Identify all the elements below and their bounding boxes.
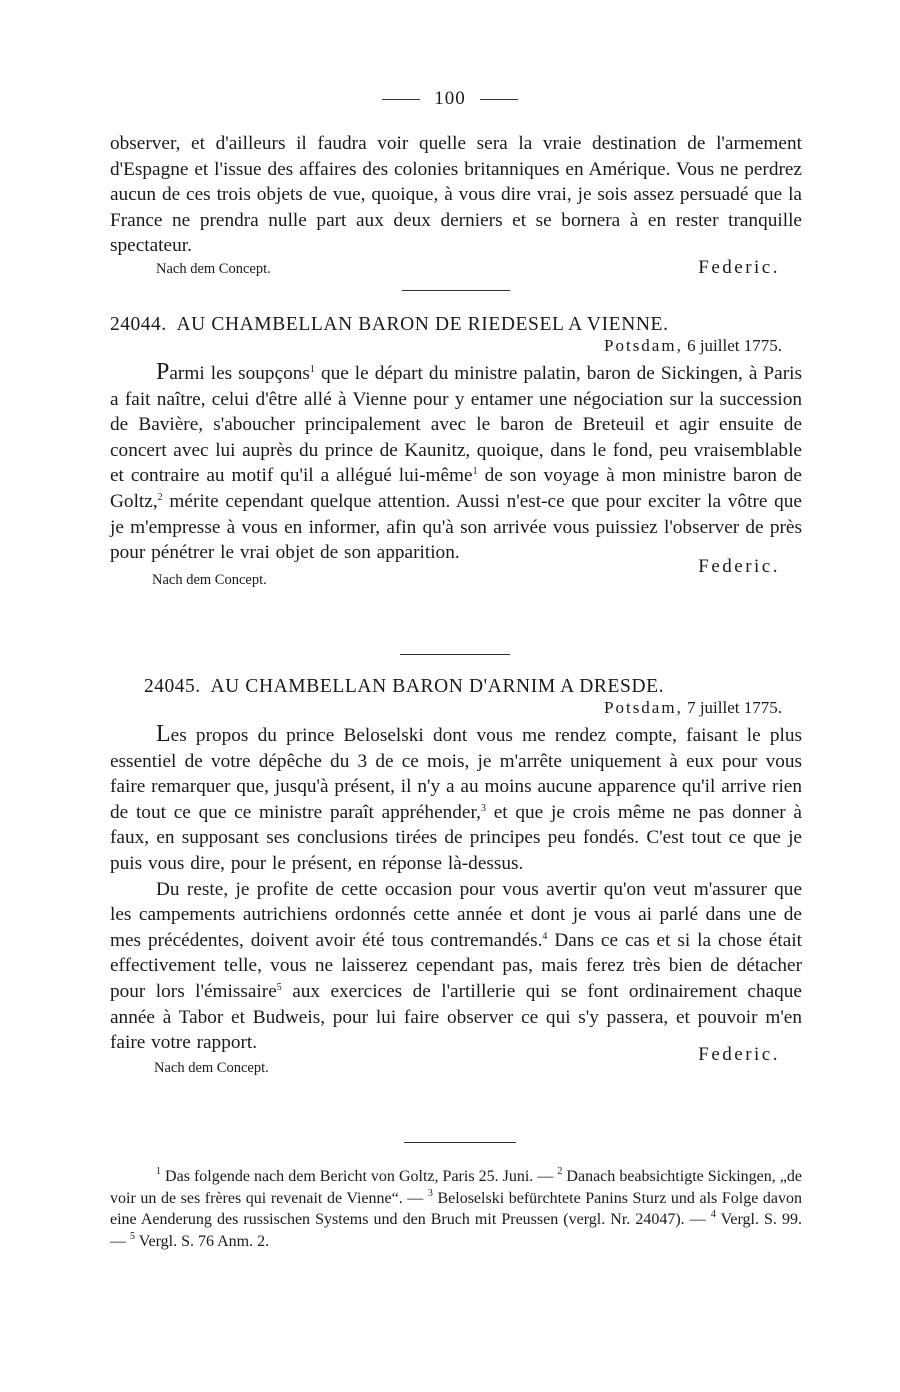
initial-letter: P bbox=[156, 359, 170, 385]
text-run: mérite cependant quelque attention. Aussi n'est-ce que pour exciter la vôtre que je m'empresse à vous en informer, afin qu'à son arrivée vous puissiez l'observer de près pour pénétrer le vrai objet de son apparition. bbox=[110, 490, 802, 564]
footnote-marker: 4 bbox=[710, 1209, 716, 1220]
letter-number: 24045. bbox=[144, 676, 201, 697]
text-run: aux exercices de l'artillerie qui se font ordinairement chaque année à Tabor et Budweis, pour lui faire observer ce qui s'y passera, et pouvoir m'en faire votre rapport. bbox=[110, 980, 802, 1054]
letter-date: 6 juillet 1775. bbox=[687, 336, 782, 355]
page-number: 100 bbox=[434, 88, 466, 109]
continuation-signature-row bbox=[110, 256, 802, 285]
footnote-marker: 2 bbox=[557, 1166, 563, 1177]
initial-letter: L bbox=[156, 721, 171, 747]
footnote-ref: 5 bbox=[276, 981, 282, 993]
source-note: Nach dem Concept. bbox=[154, 1059, 269, 1076]
letter-dateline bbox=[110, 698, 802, 718]
letter-place: Potsdam, bbox=[604, 336, 683, 355]
letter-dateline bbox=[110, 336, 802, 356]
text-run: es propos du prince Beloselski dont vous me rendez compte, faisant le plus essentiel de votre dépêche du 3 de ce mois, je m'arrête uniquement à eux pour vous faire remarquer que, jusqu'à présent, il n'y a au moins aucune apparence qu'il arrive rien de tout ce que ce ministre paraît appréhender, bbox=[110, 725, 802, 823]
text-run: armi les soupçons bbox=[169, 363, 310, 384]
letter-heading bbox=[110, 314, 802, 336]
footnote-text: Vergl. S. 99. — bbox=[110, 1211, 802, 1250]
footnote-text: Beloselski befürchtete Panins Sturz und als Folge davon eine Aenderung des russischen Systems und den Bruch mit Preussen (vergl. Nr. 24047). — bbox=[110, 1189, 803, 1228]
footnote-ref: 1 bbox=[472, 466, 478, 478]
letter-heading bbox=[110, 676, 802, 698]
letter-signature-row bbox=[110, 555, 802, 592]
footnotes bbox=[110, 1166, 802, 1252]
letter-signature-row bbox=[110, 1043, 802, 1082]
letter-place: Potsdam, bbox=[604, 698, 683, 717]
source-note: Nach dem Concept. bbox=[156, 260, 271, 277]
letter-paragraph bbox=[110, 360, 802, 566]
letter-24044 bbox=[110, 314, 802, 592]
separator-rule bbox=[400, 654, 510, 655]
letter-date: 7 juillet 1775. bbox=[687, 698, 782, 717]
text-run: de son voyage à mon ministre baron de Goltz, bbox=[110, 465, 802, 512]
signature: Federic. bbox=[698, 256, 780, 278]
letter-paragraph bbox=[110, 722, 802, 877]
letter-paragraph bbox=[110, 877, 802, 1056]
footnote-marker: 1 bbox=[156, 1166, 161, 1177]
signature: Federic. bbox=[698, 555, 780, 577]
letter-24045 bbox=[110, 676, 802, 1082]
text-run: que le départ du ministre palatin, baron de Sickingen, à Paris a fait naître, celui d'être allé à Vienne pour y entamer une négociation sur la succession de Bavière, s'aboucher principalement avec le baron de Breteuil et agir ensuite de concert avec lui auprès du prince de Kaunitz, quoique, dans le fond, peu vraisemblable et contraire au motif qu'il a allégué lui-même bbox=[110, 363, 802, 487]
footnote-marker: 3 bbox=[427, 1187, 433, 1199]
separator-rule bbox=[402, 290, 510, 291]
footnote-marker: 5 bbox=[130, 1230, 135, 1242]
footnote-ref: 1 bbox=[309, 364, 315, 375]
header-dash-left bbox=[382, 99, 420, 100]
footnote-ref: 2 bbox=[157, 491, 163, 503]
footnote-text: Vergl. S. 76 Anm. 2. bbox=[135, 1232, 270, 1250]
source-note: Nach dem Concept. bbox=[152, 571, 267, 588]
letter-title: AU CHAMBELLAN BARON D'ARNIM A DRESDE. bbox=[210, 676, 665, 697]
letter-number: 24044. bbox=[110, 314, 167, 335]
footnote-ref: 3 bbox=[480, 802, 486, 814]
footnote-ref: 4 bbox=[542, 930, 548, 942]
continuation-block bbox=[110, 131, 802, 285]
footnote-text: Danach beabsichtigte Sickingen, „de voir un de ses frères qui revenait de Vienne“. — bbox=[110, 1168, 803, 1207]
continuation-text: observer, et d'ailleurs il faudra voir quelle sera la vraie destination de l'armement d'Espagne et l'issue des affaires des colonies britanniques en Amérique. Vous ne perdrez aucun de ces trois objets de vue, quoique, à vous dire vrai, je sois assez persuadé que la France ne prendra nulle part aux deux derniers et se bornera à en rester tranquille spectateur. bbox=[110, 133, 802, 257]
page-header bbox=[0, 88, 900, 110]
letter-title: AU CHAMBELLAN BARON DE RIEDESEL A VIENNE. bbox=[176, 314, 669, 335]
separator-rule bbox=[404, 1142, 516, 1143]
text-run: et que je crois même ne pas donner à faux, en supposant ses conclusions tirées de principes peu fondés. C'est tout ce que je puis vous dire, pour le présent, en réponse là-dessus. bbox=[110, 801, 802, 874]
text-run: Dans ce cas et si la chose était effectivement telle, vous ne laisserez cependant pas, mais ferez très bien de détacher pour lors l'émissaire bbox=[110, 929, 802, 1002]
signature: Federic. bbox=[698, 1043, 780, 1065]
footnote-text: Das folgende nach dem Bericht von Goltz, Paris 25. Juni. — bbox=[161, 1168, 558, 1185]
header-dash-right bbox=[480, 99, 518, 100]
text-run: Du reste, je profite de cette occasion pour vous avertir qu'on veut m'assurer que les campements autrichiens ordonnés cette année et dont je vous ai parlé dans une de mes précédentes, doivent avoir été tous contremandés. bbox=[110, 878, 802, 951]
